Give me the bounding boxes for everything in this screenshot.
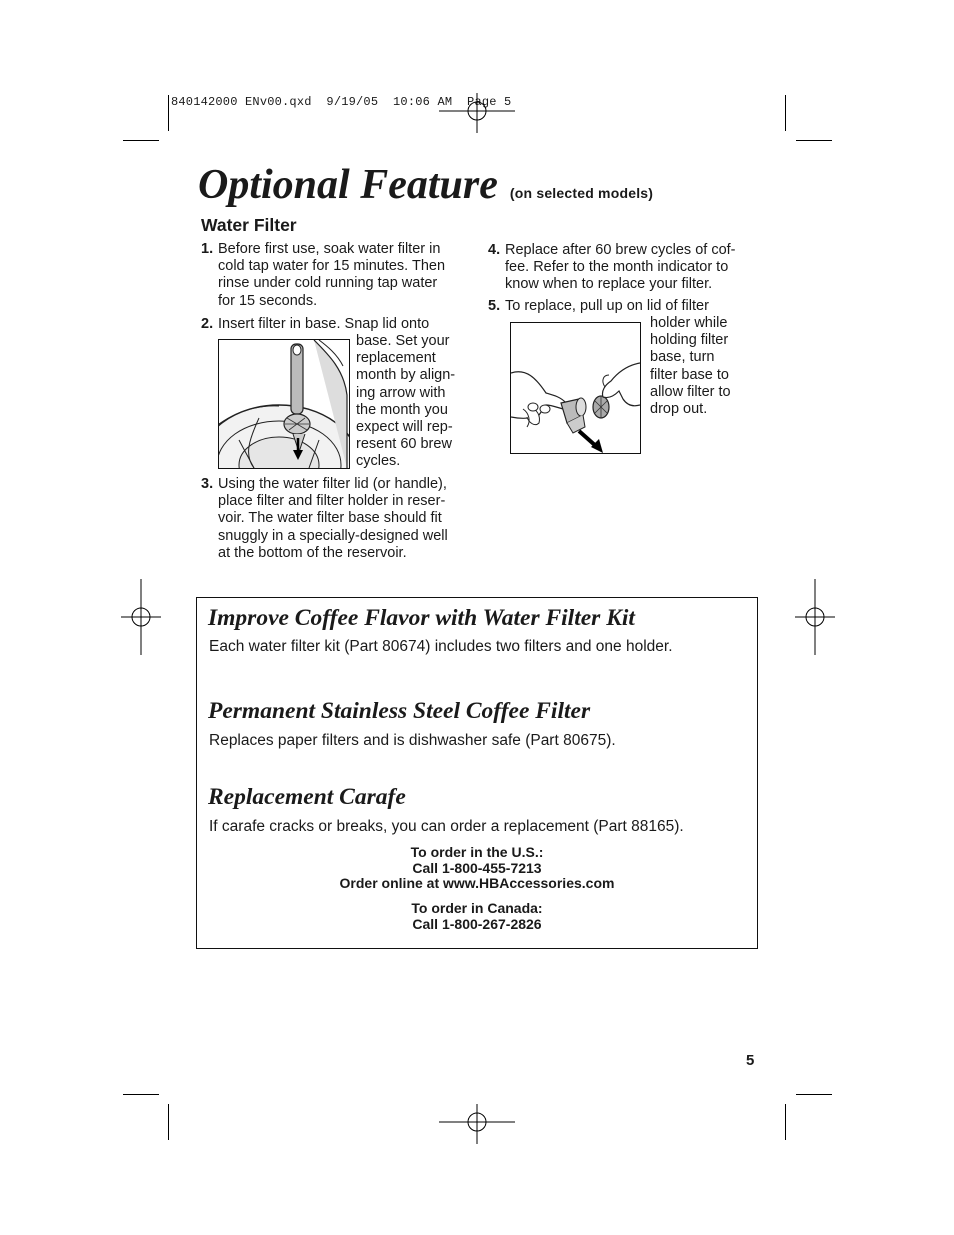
replacement-carafe-heading: Replacement Carafe — [208, 784, 406, 810]
step-line: cold tap water for 15 minutes. Then — [218, 258, 446, 275]
step-4-text — [505, 242, 736, 294]
step-line: Before first use, soak water filter in — [218, 241, 441, 257]
step-line: month by align- — [356, 367, 456, 384]
water-filter-kit-heading: Improve Coffee Flavor with Water Filter Kit — [208, 605, 635, 631]
step-2-text-wrap — [356, 333, 455, 471]
filter-in-base-illustration — [218, 339, 350, 469]
step-number: 2. — [201, 316, 214, 332]
step-number: 1. — [201, 241, 214, 257]
order-us-phone: Call 1-800-455-7213 — [412, 859, 542, 876]
step-line: holder while — [650, 315, 728, 331]
crop-mark — [168, 1104, 169, 1140]
crop-mark — [168, 95, 169, 131]
step-line: base, turn — [650, 349, 715, 366]
replacement-carafe-text: If carafe cracks or breaks, you can order a replacement (Part 88165). — [209, 818, 684, 835]
step-line: base. Set your — [356, 333, 450, 349]
step-line: resent 60 brew — [356, 436, 452, 453]
step-line: know when to replace your filter. — [505, 276, 713, 293]
order-canada-line: To order in Canada: — [411, 900, 543, 916]
step-number: 4. — [488, 242, 501, 258]
step-line: fee. Refer to the month indicator to — [505, 259, 729, 276]
page-title-suffix: (on selected models) — [509, 185, 654, 201]
page-number: 5 — [746, 1052, 755, 1069]
step-line: Replace after 60 brew cycles of cof- — [505, 242, 736, 258]
step-line: ing arrow with — [356, 384, 446, 401]
order-us-web: Order online at www.HBAccessories.com — [339, 875, 615, 891]
step-line: expect will rep- — [356, 419, 453, 436]
step-line: place filter and filter holder in reser- — [218, 493, 446, 510]
step-1-text — [218, 241, 445, 310]
filter-removal-illustration — [510, 322, 641, 454]
step-line: for 15 seconds. — [218, 292, 318, 309]
page-title — [198, 160, 653, 218]
step-2-text-first: Insert filter in base. Snap lid onto — [218, 316, 430, 332]
step-line: replacement — [356, 350, 436, 367]
step-5-text-wrap — [650, 315, 731, 418]
order-canada-phone: Call 1-800-267-2826 — [412, 915, 542, 932]
step-line: cycles. — [356, 453, 401, 470]
water-filter-kit-text: Each water filter kit (Part 80674) includes two filters and one holder. — [209, 638, 673, 655]
step-5-text-first: To replace, pull up on lid of filter — [505, 298, 709, 314]
step-line: rinse under cold running tap water — [218, 275, 438, 292]
accessories-box — [196, 597, 758, 949]
order-us-info — [197, 845, 757, 892]
registration-mark-icon — [795, 579, 835, 655]
crop-mark — [785, 95, 786, 131]
step-number: 3. — [201, 476, 214, 492]
print-slug: 840142000 ENv00.qxd 9/19/05 10:06 AM Page 5 — [171, 95, 512, 109]
crop-mark — [123, 1094, 159, 1095]
step-line: filter base to — [650, 366, 729, 383]
crop-mark — [785, 1104, 786, 1140]
step-line: at the bottom of the reservoir. — [218, 544, 407, 561]
crop-mark — [796, 140, 832, 141]
crop-mark — [796, 1094, 832, 1095]
registration-mark-icon — [121, 579, 161, 655]
water-filter-heading: Water Filter — [201, 215, 297, 235]
registration-mark-icon — [439, 1104, 515, 1144]
page-title-text: Optional Feature — [198, 162, 498, 208]
step-line: holding filter — [650, 332, 729, 349]
step-line: allow filter to — [650, 383, 731, 400]
step-number: 5. — [488, 298, 501, 314]
step-line: voir. The water filter base should fit — [218, 510, 442, 527]
step-line: drop out. — [650, 401, 708, 418]
step-line: snuggly in a specially-designed well — [218, 527, 448, 544]
order-us-line: To order in the U.S.: — [410, 844, 544, 860]
crop-mark — [123, 140, 159, 141]
step-line: Using the water filter lid (or handle), — [218, 476, 447, 492]
step-3-text — [218, 476, 448, 562]
stainless-filter-heading: Permanent Stainless Steel Coffee Filter — [208, 698, 591, 724]
registration-mark-icon — [439, 93, 515, 133]
stainless-filter-text: Replaces paper filters and is dishwasher safe (Part 80675). — [209, 732, 616, 749]
order-canada-info — [197, 901, 757, 932]
step-line: the month you — [356, 401, 448, 418]
